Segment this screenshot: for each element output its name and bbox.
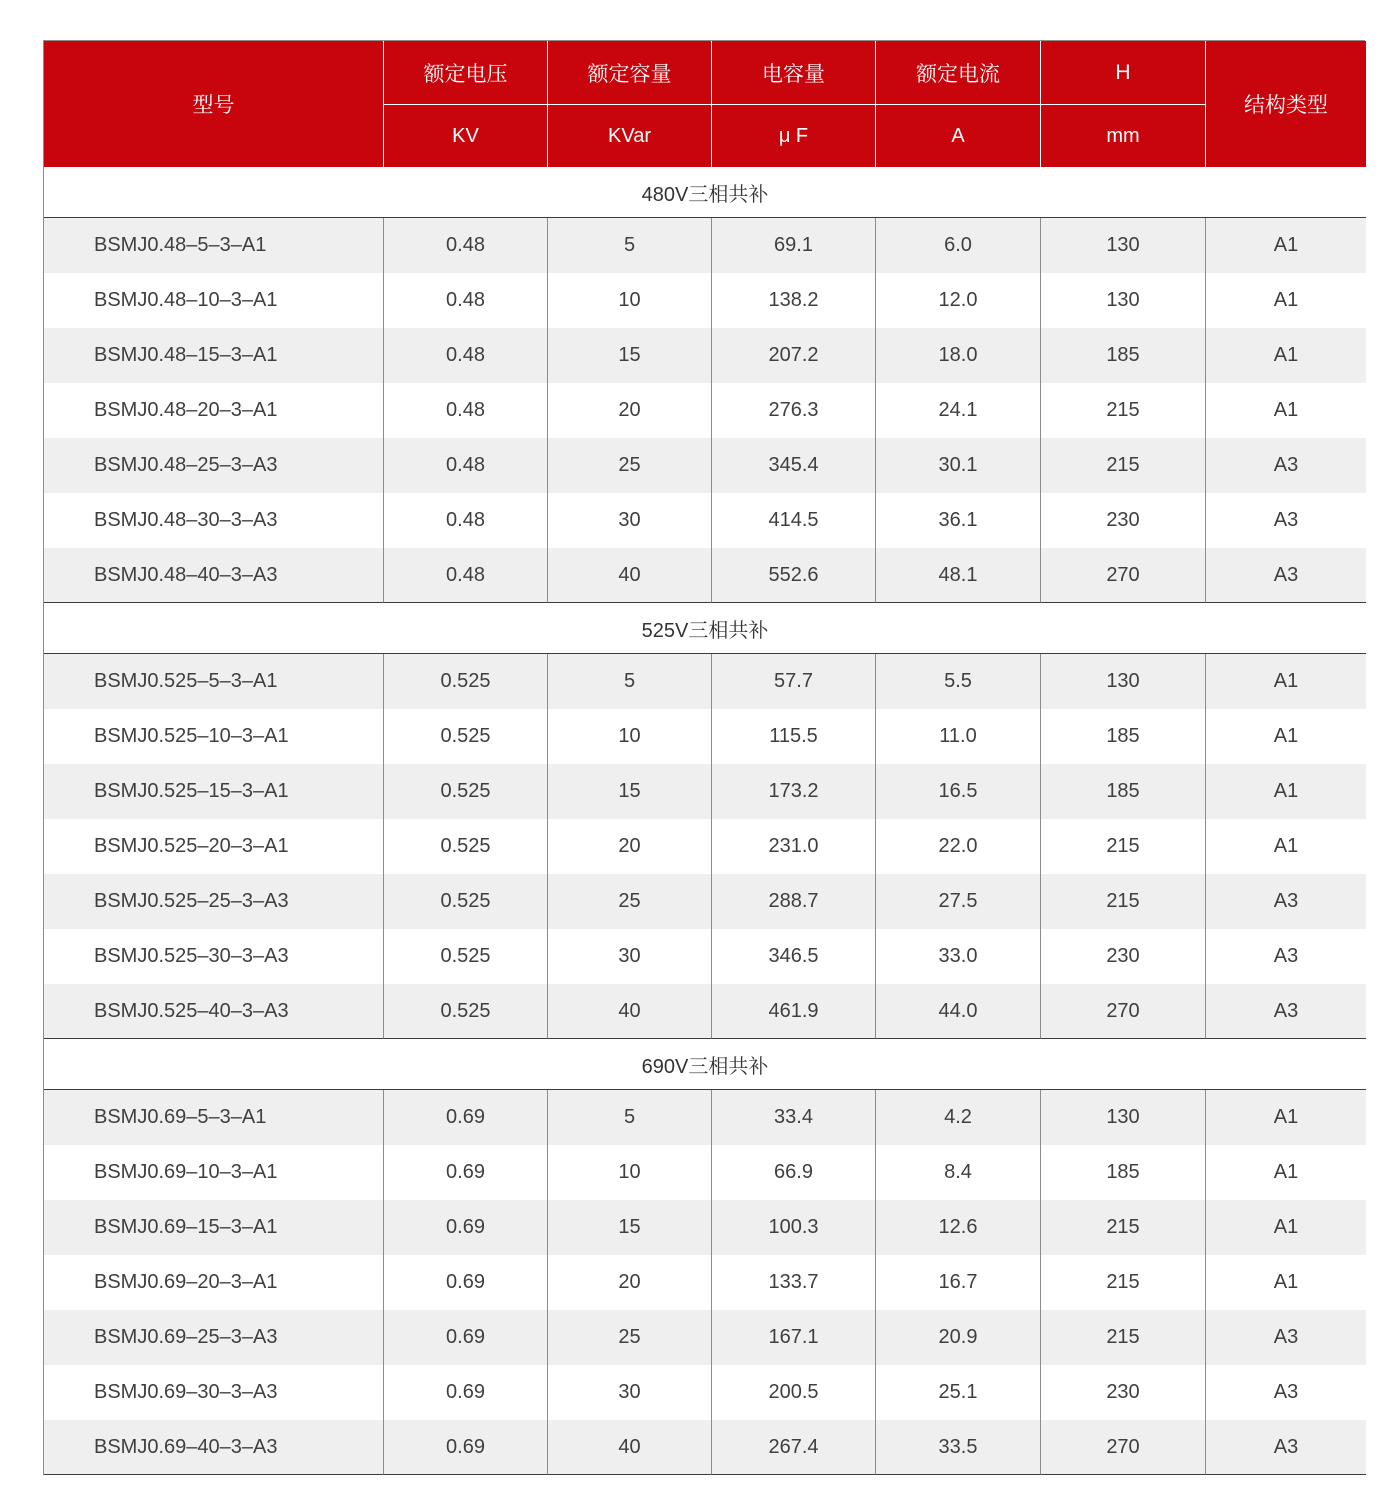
table-row (44, 874, 1366, 929)
section-title: 480V三相共补 (44, 167, 1366, 218)
structure-cell: A3 (1206, 984, 1366, 1039)
section-title-row (44, 603, 1366, 654)
current-cell: 25.1 (876, 1365, 1041, 1420)
header-unit-a: A (876, 105, 1041, 167)
table-row (44, 273, 1366, 328)
capacity-cell: 40 (548, 548, 712, 603)
table-row (44, 218, 1366, 273)
capacitance-cell: 173.2 (712, 764, 876, 819)
height-cell: 215 (1041, 1255, 1206, 1310)
current-cell: 30.1 (876, 438, 1041, 493)
capacitance-cell: 200.5 (712, 1365, 876, 1420)
model-cell: BSMJ0.48–5–3–A1 (44, 218, 384, 273)
section-title-row (44, 167, 1366, 218)
height-cell: 270 (1041, 984, 1206, 1039)
capacity-cell: 25 (548, 1310, 712, 1365)
capacitance-cell: 461.9 (712, 984, 876, 1039)
model-cell: BSMJ0.69–10–3–A1 (44, 1145, 384, 1200)
capacitance-cell: 69.1 (712, 218, 876, 273)
section-title-row (44, 1039, 1366, 1090)
capacity-cell: 20 (548, 383, 712, 438)
header-rated-current: 额定电流 (876, 41, 1041, 105)
table-row (44, 1090, 1366, 1145)
height-cell: 185 (1041, 328, 1206, 383)
current-cell: 22.0 (876, 819, 1041, 874)
table-row (44, 548, 1366, 603)
current-cell: 8.4 (876, 1145, 1041, 1200)
capacity-cell: 25 (548, 438, 712, 493)
section-1 (44, 167, 1366, 603)
structure-cell: A1 (1206, 654, 1366, 709)
capacity-cell: 30 (548, 493, 712, 548)
current-cell: 5.5 (876, 654, 1041, 709)
table-row (44, 1420, 1366, 1475)
current-cell: 16.7 (876, 1255, 1041, 1310)
table-row (44, 1255, 1366, 1310)
current-cell: 6.0 (876, 218, 1041, 273)
capacity-cell: 15 (548, 1200, 712, 1255)
height-cell: 185 (1041, 1145, 1206, 1200)
structure-cell: A3 (1206, 1310, 1366, 1365)
capacitance-cell: 288.7 (712, 874, 876, 929)
voltage-cell: 0.48 (384, 383, 548, 438)
structure-cell: A3 (1206, 929, 1366, 984)
capacitance-cell: 276.3 (712, 383, 876, 438)
table-row (44, 1310, 1366, 1365)
current-cell: 24.1 (876, 383, 1041, 438)
structure-cell: A3 (1206, 874, 1366, 929)
structure-cell: A3 (1206, 438, 1366, 493)
header-unit-uf: μ F (712, 105, 876, 167)
voltage-cell: 0.525 (384, 929, 548, 984)
header-structure-type: 结构类型 (1206, 41, 1366, 167)
height-cell: 215 (1041, 819, 1206, 874)
section-3 (44, 1039, 1366, 1475)
structure-cell: A1 (1206, 1255, 1366, 1310)
voltage-cell: 0.69 (384, 1090, 548, 1145)
current-cell: 44.0 (876, 984, 1041, 1039)
table-row (44, 764, 1366, 819)
capacity-cell: 10 (548, 1145, 712, 1200)
header-rated-capacity: 额定容量 (548, 41, 712, 105)
voltage-cell: 0.525 (384, 709, 548, 764)
model-cell: BSMJ0.525–40–3–A3 (44, 984, 384, 1039)
table-row (44, 328, 1366, 383)
height-cell: 130 (1041, 1090, 1206, 1145)
voltage-cell: 0.48 (384, 548, 548, 603)
table-row (44, 493, 1366, 548)
height-cell: 185 (1041, 764, 1206, 819)
capacitance-cell: 345.4 (712, 438, 876, 493)
model-cell: BSMJ0.525–15–3–A1 (44, 764, 384, 819)
height-cell: 230 (1041, 929, 1206, 984)
table-row (44, 1145, 1366, 1200)
voltage-cell: 0.48 (384, 438, 548, 493)
capacity-cell: 40 (548, 984, 712, 1039)
model-cell: BSMJ0.48–30–3–A3 (44, 493, 384, 548)
capacity-cell: 40 (548, 1420, 712, 1475)
voltage-cell: 0.525 (384, 654, 548, 709)
voltage-cell: 0.69 (384, 1420, 548, 1475)
spec-table-frame (43, 40, 1365, 1475)
table-row (44, 984, 1366, 1039)
current-cell: 36.1 (876, 493, 1041, 548)
capacitance-cell: 133.7 (712, 1255, 876, 1310)
height-cell: 270 (1041, 1420, 1206, 1475)
capacity-cell: 30 (548, 929, 712, 984)
capacity-cell: 15 (548, 764, 712, 819)
section-title: 525V三相共补 (44, 603, 1366, 654)
current-cell: 12.6 (876, 1200, 1041, 1255)
capacitance-cell: 267.4 (712, 1420, 876, 1475)
structure-cell: A1 (1206, 218, 1366, 273)
model-cell: BSMJ0.48–25–3–A3 (44, 438, 384, 493)
model-cell: BSMJ0.69–25–3–A3 (44, 1310, 384, 1365)
height-cell: 185 (1041, 709, 1206, 764)
capacitance-cell: 33.4 (712, 1090, 876, 1145)
height-cell: 215 (1041, 383, 1206, 438)
structure-cell: A1 (1206, 383, 1366, 438)
header-height: H (1041, 41, 1206, 105)
height-cell: 130 (1041, 273, 1206, 328)
structure-cell: A3 (1206, 548, 1366, 603)
height-cell: 215 (1041, 1310, 1206, 1365)
current-cell: 4.2 (876, 1090, 1041, 1145)
table-row (44, 709, 1366, 764)
model-cell: BSMJ0.48–20–3–A1 (44, 383, 384, 438)
current-cell: 12.0 (876, 273, 1041, 328)
structure-cell: A3 (1206, 493, 1366, 548)
voltage-cell: 0.48 (384, 493, 548, 548)
table-row (44, 929, 1366, 984)
voltage-cell: 0.69 (384, 1200, 548, 1255)
header-unit-mm: mm (1041, 105, 1206, 167)
section-2 (44, 603, 1366, 1039)
model-cell: BSMJ0.525–20–3–A1 (44, 819, 384, 874)
header-unit-kvar: KVar (548, 105, 712, 167)
header-model: 型号 (44, 41, 384, 167)
structure-cell: A1 (1206, 764, 1366, 819)
table-row (44, 1200, 1366, 1255)
model-cell: BSMJ0.48–10–3–A1 (44, 273, 384, 328)
current-cell: 16.5 (876, 764, 1041, 819)
capacity-cell: 15 (548, 328, 712, 383)
section-title: 690V三相共补 (44, 1039, 1366, 1090)
capacitance-cell: 552.6 (712, 548, 876, 603)
voltage-cell: 0.48 (384, 218, 548, 273)
capacity-cell: 5 (548, 1090, 712, 1145)
table-header (44, 41, 1366, 167)
capacity-cell: 10 (548, 709, 712, 764)
structure-cell: A1 (1206, 328, 1366, 383)
table-row (44, 819, 1366, 874)
header-rated-voltage: 额定电压 (384, 41, 548, 105)
voltage-cell: 0.525 (384, 874, 548, 929)
capacity-cell: 30 (548, 1365, 712, 1420)
model-cell: BSMJ0.525–30–3–A3 (44, 929, 384, 984)
height-cell: 130 (1041, 218, 1206, 273)
voltage-cell: 0.69 (384, 1255, 548, 1310)
height-cell: 230 (1041, 493, 1206, 548)
current-cell: 20.9 (876, 1310, 1041, 1365)
capacitance-cell: 66.9 (712, 1145, 876, 1200)
voltage-cell: 0.525 (384, 984, 548, 1039)
capacitance-cell: 167.1 (712, 1310, 876, 1365)
capacitance-cell: 57.7 (712, 654, 876, 709)
voltage-cell: 0.525 (384, 819, 548, 874)
voltage-cell: 0.525 (384, 764, 548, 819)
voltage-cell: 0.48 (384, 328, 548, 383)
height-cell: 270 (1041, 548, 1206, 603)
capacity-cell: 5 (548, 218, 712, 273)
current-cell: 33.5 (876, 1420, 1041, 1475)
voltage-cell: 0.69 (384, 1365, 548, 1420)
model-cell: BSMJ0.525–25–3–A3 (44, 874, 384, 929)
model-cell: BSMJ0.48–40–3–A3 (44, 548, 384, 603)
spec-table (44, 41, 1366, 1475)
table-row (44, 438, 1366, 493)
structure-cell: A1 (1206, 1145, 1366, 1200)
structure-cell: A1 (1206, 1200, 1366, 1255)
structure-cell: A3 (1206, 1365, 1366, 1420)
structure-cell: A1 (1206, 1090, 1366, 1145)
voltage-cell: 0.48 (384, 273, 548, 328)
capacity-cell: 5 (548, 654, 712, 709)
height-cell: 215 (1041, 1200, 1206, 1255)
height-cell: 230 (1041, 1365, 1206, 1420)
model-cell: BSMJ0.69–40–3–A3 (44, 1420, 384, 1475)
capacitance-cell: 231.0 (712, 819, 876, 874)
height-cell: 215 (1041, 874, 1206, 929)
structure-cell: A1 (1206, 819, 1366, 874)
model-cell: BSMJ0.69–30–3–A3 (44, 1365, 384, 1420)
capacity-cell: 25 (548, 874, 712, 929)
voltage-cell: 0.69 (384, 1310, 548, 1365)
current-cell: 33.0 (876, 929, 1041, 984)
capacity-cell: 10 (548, 273, 712, 328)
model-cell: BSMJ0.69–5–3–A1 (44, 1090, 384, 1145)
current-cell: 18.0 (876, 328, 1041, 383)
model-cell: BSMJ0.69–20–3–A1 (44, 1255, 384, 1310)
current-cell: 48.1 (876, 548, 1041, 603)
table-row (44, 654, 1366, 709)
model-cell: BSMJ0.525–10–3–A1 (44, 709, 384, 764)
capacitance-cell: 346.5 (712, 929, 876, 984)
height-cell: 130 (1041, 654, 1206, 709)
capacity-cell: 20 (548, 819, 712, 874)
current-cell: 11.0 (876, 709, 1041, 764)
header-unit-kv: KV (384, 105, 548, 167)
capacitance-cell: 207.2 (712, 328, 876, 383)
model-cell: BSMJ0.69–15–3–A1 (44, 1200, 384, 1255)
capacity-cell: 20 (548, 1255, 712, 1310)
structure-cell: A3 (1206, 1420, 1366, 1475)
model-cell: BSMJ0.525–5–3–A1 (44, 654, 384, 709)
table-row (44, 383, 1366, 438)
voltage-cell: 0.69 (384, 1145, 548, 1200)
table-row (44, 1365, 1366, 1420)
structure-cell: A1 (1206, 273, 1366, 328)
model-cell: BSMJ0.48–15–3–A1 (44, 328, 384, 383)
capacitance-cell: 100.3 (712, 1200, 876, 1255)
height-cell: 215 (1041, 438, 1206, 493)
structure-cell: A1 (1206, 709, 1366, 764)
header-capacitance: 电容量 (712, 41, 876, 105)
capacitance-cell: 414.5 (712, 493, 876, 548)
current-cell: 27.5 (876, 874, 1041, 929)
capacitance-cell: 138.2 (712, 273, 876, 328)
capacitance-cell: 115.5 (712, 709, 876, 764)
